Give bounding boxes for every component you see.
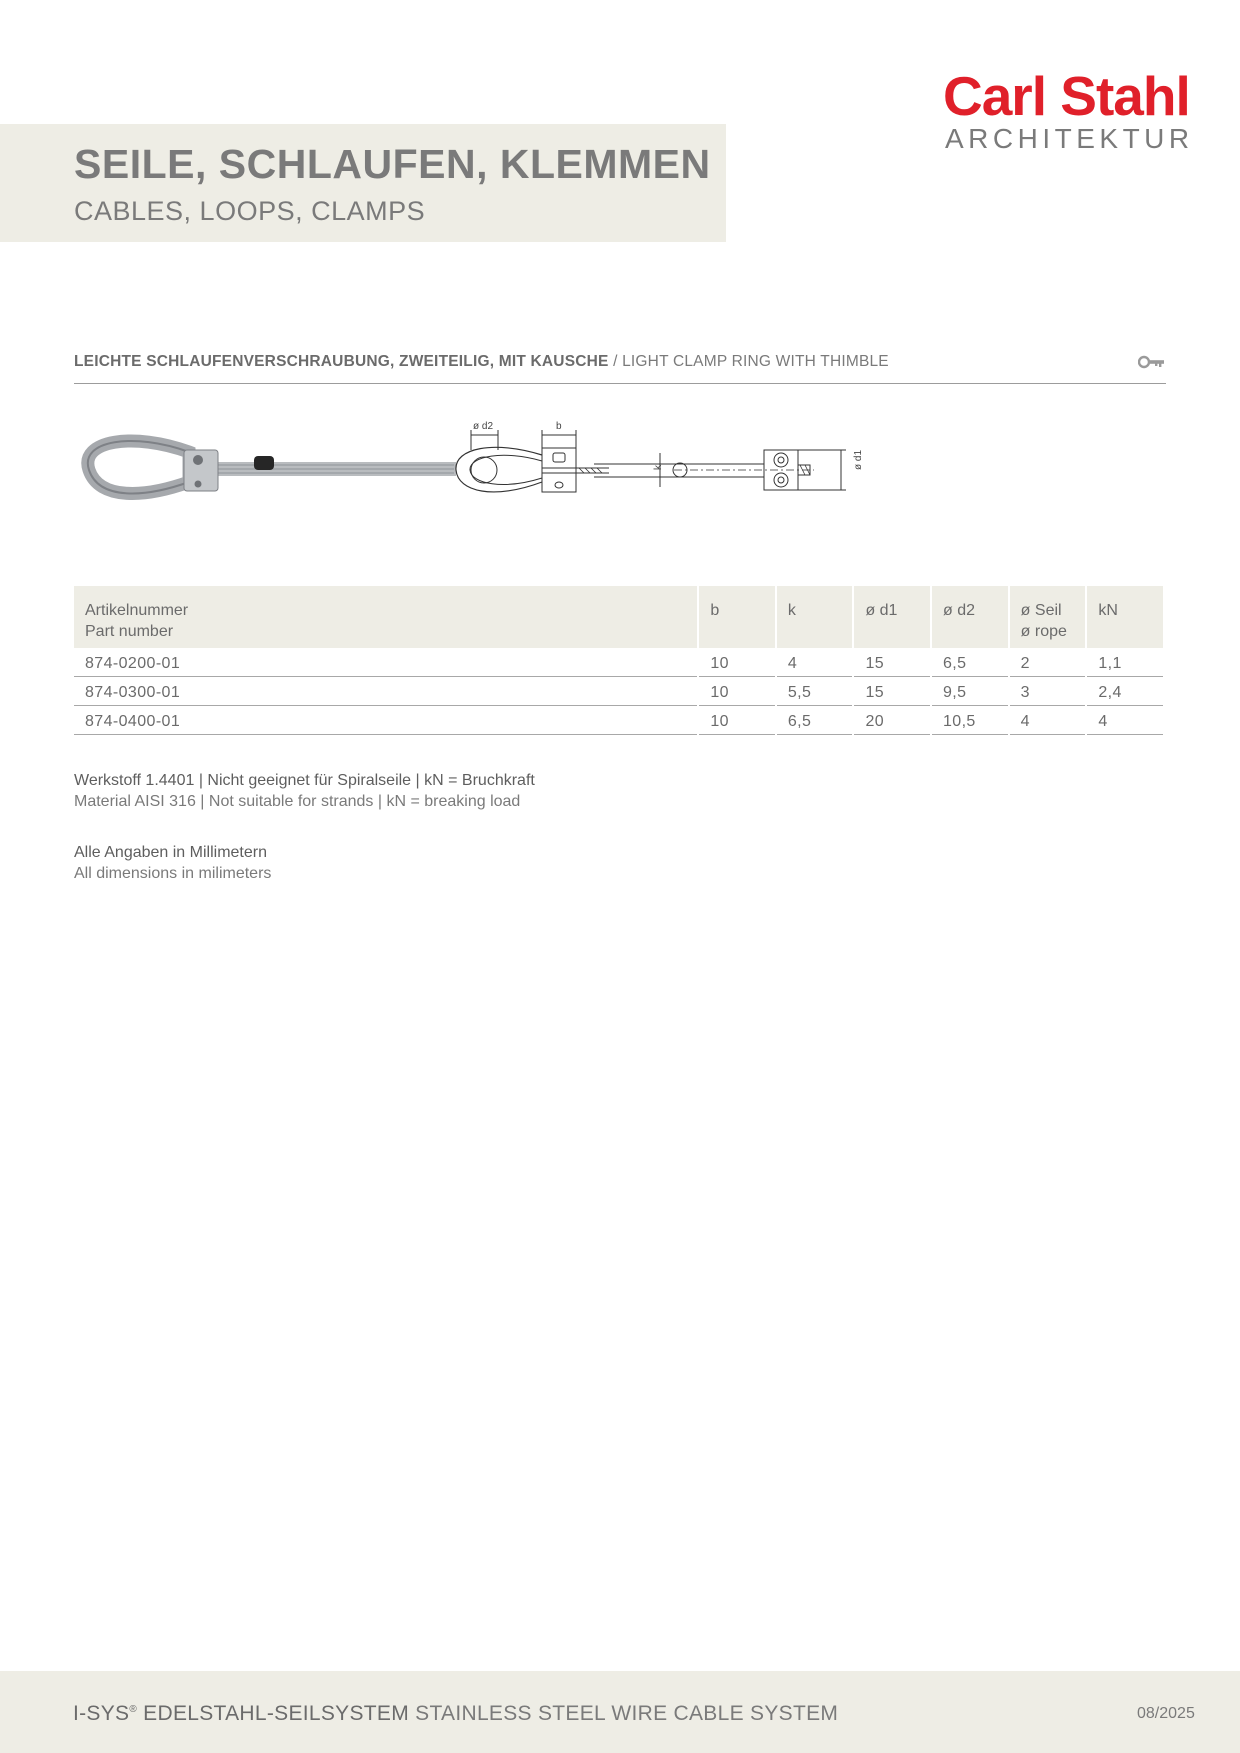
cell-rope: 2 xyxy=(1010,648,1086,677)
dim-label-b: b xyxy=(556,421,562,432)
cell-d2: 10,5 xyxy=(932,706,1008,735)
spec-table xyxy=(72,586,1165,735)
cell-rope: 4 xyxy=(1010,706,1086,735)
footer-brand: I-SYS xyxy=(73,1702,130,1725)
table-header-row xyxy=(74,586,1163,648)
col-header-part-number: Artikelnummer Part number xyxy=(74,586,697,648)
cell-k: 6,5 xyxy=(777,706,853,735)
cell-d2: 6,5 xyxy=(932,648,1008,677)
col-header-rope: ø Seil ø rope xyxy=(1010,586,1086,648)
col-header-d2: ø d2 xyxy=(932,586,1008,648)
footer-title-de: EDELSTAHL-SEILSYSTEM xyxy=(137,1702,410,1725)
wrench-icon xyxy=(1138,353,1166,371)
cell-k: 5,5 xyxy=(777,677,853,706)
cell-kn: 2,4 xyxy=(1087,677,1163,706)
dimensions-note xyxy=(74,842,271,884)
col-header-b: b xyxy=(699,586,775,648)
col-header-kn: kN xyxy=(1087,586,1163,648)
col-header-d1: ø d1 xyxy=(854,586,930,648)
cell-d1: 15 xyxy=(854,648,930,677)
footer-date: 08/2025 xyxy=(1137,1705,1195,1722)
section-heading xyxy=(74,353,1166,384)
page-title: SEILE, SCHLAUFEN, KLEMMEN xyxy=(74,141,711,187)
footer-title xyxy=(73,1702,838,1726)
dim-label-d1: ø d1 xyxy=(853,449,864,470)
page-subtitle: CABLES, LOOPS, CLAMPS xyxy=(74,196,426,226)
cell-b: 10 xyxy=(699,706,775,735)
technical-drawing-top xyxy=(594,450,846,490)
cell-b: 10 xyxy=(699,648,775,677)
material-note-en: Material AISI 316 | Not suitable for strands | kN = breaking load xyxy=(74,793,521,810)
material-note-de: Werkstoff 1.4401 | Nicht geeignet für Spiralseile | kN = Bruchkraft xyxy=(74,772,535,789)
dimensions-note-en: All dimensions in milimeters xyxy=(74,865,272,882)
section-title-separator: / xyxy=(608,353,623,370)
col-header-k: k xyxy=(777,586,853,648)
table-row xyxy=(74,706,1163,735)
footer-title-en: STAINLESS STEEL WIRE CABLE SYSTEM xyxy=(409,1702,839,1725)
cell-d1: 20 xyxy=(854,706,930,735)
section-title-de: LEICHTE SCHLAUFENVERSCHRAUBUNG, ZWEITEILIG, MIT KAUSCHE xyxy=(74,353,609,370)
cell-b: 10 xyxy=(699,677,775,706)
cell-part-number: 874-0400-01 xyxy=(74,706,697,735)
technical-drawing-side xyxy=(456,430,609,492)
section-title-en: LIGHT CLAMP RING WITH THIMBLE xyxy=(622,353,889,370)
cell-d2: 9,5 xyxy=(932,677,1008,706)
product-photo xyxy=(88,441,456,493)
cell-kn: 1,1 xyxy=(1087,648,1163,677)
registered-mark: ® xyxy=(129,1704,138,1715)
cell-rope: 3 xyxy=(1010,677,1086,706)
material-note xyxy=(74,770,535,812)
cell-d1: 15 xyxy=(854,677,930,706)
cell-part-number: 874-0200-01 xyxy=(74,648,697,677)
dim-label-k: k xyxy=(653,465,664,470)
brand-logo-subtitle: ARCHITEKTUR xyxy=(945,123,1194,154)
table-row xyxy=(74,648,1163,677)
dimensions-note-de: Alle Angaben in Millimetern xyxy=(74,844,267,861)
brand-logo: Carl Stahl xyxy=(943,65,1190,127)
dim-label-d2: ø d2 xyxy=(473,421,494,432)
product-images xyxy=(74,420,894,520)
cell-kn: 4 xyxy=(1087,706,1163,735)
cell-part-number: 874-0300-01 xyxy=(74,677,697,706)
table-row xyxy=(74,677,1163,706)
cell-k: 4 xyxy=(777,648,853,677)
